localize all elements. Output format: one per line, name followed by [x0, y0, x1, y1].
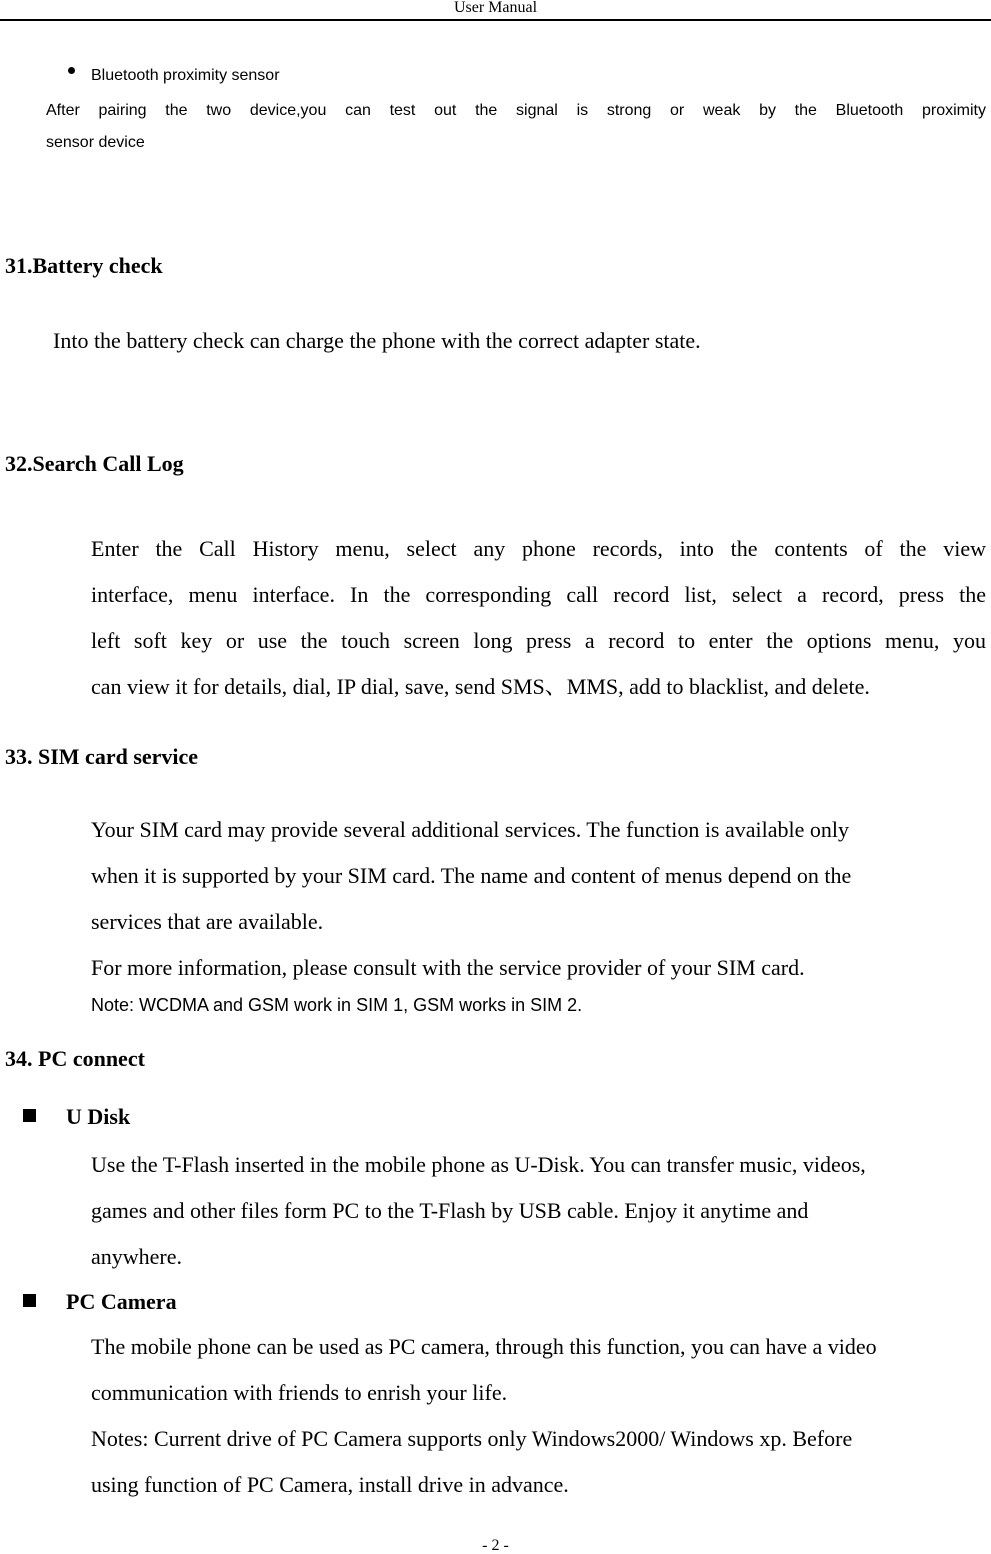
square-bullet-icon [23, 1294, 36, 1307]
pc-camera-line: The mobile phone can be used as PC camera, through this function, you can have a video [91, 1334, 877, 1359]
call-log-line: interface, menu interface. In the corresponding call record list, select a record, press the [91, 582, 986, 607]
section-heading-battery-check: 31.Battery check [5, 253, 163, 278]
sim-line: For more information, please consult with the service provider of your SIM card. [91, 955, 805, 980]
call-log-line: can view it for details, dial, IP dial, save, send SMS、MMS, add to blacklist, and delete. [91, 674, 870, 699]
call-log-line: Enter the Call History menu, select any phone records, into the contents of the view [91, 536, 986, 561]
sim-line: when it is supported by your SIM card. The name and content of menus depend on the [91, 863, 852, 888]
call-log-paragraph [91, 526, 986, 710]
pc-camera-line: using function of PC Camera, install drive in advance. [91, 1472, 569, 1497]
square-bullet-icon [23, 1109, 36, 1122]
pc-camera-paragraph [91, 1324, 986, 1508]
section-heading-sim-card-service: 33. SIM card service [5, 744, 199, 769]
sim-paragraph [91, 807, 986, 991]
header-divider [0, 19, 991, 21]
udisk-line: games and other files form PC to the T-Flash by USB cable. Enjoy it anytime and [91, 1198, 809, 1223]
page-header-title: User Manual [453, 0, 538, 16]
bluetooth-description-line-1: After pairing the two device,you can test out the signal is strong or weak by the Bluetooth proximity [46, 102, 986, 119]
section-heading-pc-connect: 34. PC connect [5, 1046, 145, 1071]
call-log-line: left soft key or use the touch screen long press a record to enter the options menu, you [91, 628, 986, 653]
udisk-paragraph [91, 1142, 986, 1280]
sim-line: Your SIM card may provide several additional services. The function is available only [91, 817, 850, 842]
sim-note: Note: WCDMA and GSM work in SIM 1, GSM works in SIM 2. [91, 995, 583, 1015]
bluetooth-bullet-title: Bluetooth proximity sensor [91, 67, 280, 84]
sim-line: services that are available. [91, 909, 324, 934]
udisk-line: anywhere. [91, 1244, 183, 1269]
udisk-title: U Disk [66, 1104, 131, 1129]
page-number: - 2 - [482, 1537, 509, 1554]
section-heading-search-call-log: 32.Search Call Log [5, 451, 184, 476]
bluetooth-description-line-2: sensor device [46, 134, 145, 151]
battery-check-text: Into the battery check can charge the phone with the correct adapter state. [53, 328, 701, 353]
pc-camera-title: PC Camera [66, 1289, 177, 1314]
udisk-line: Use the T-Flash inserted in the mobile phone as U-Disk. You can transfer music, videos, [91, 1152, 866, 1177]
bullet-dot-icon [68, 67, 75, 74]
pc-camera-line: Notes: Current drive of PC Camera supports only Windows2000/ Windows xp. Before [91, 1426, 853, 1451]
pc-camera-line: communication with friends to enrish your life. [91, 1380, 508, 1405]
